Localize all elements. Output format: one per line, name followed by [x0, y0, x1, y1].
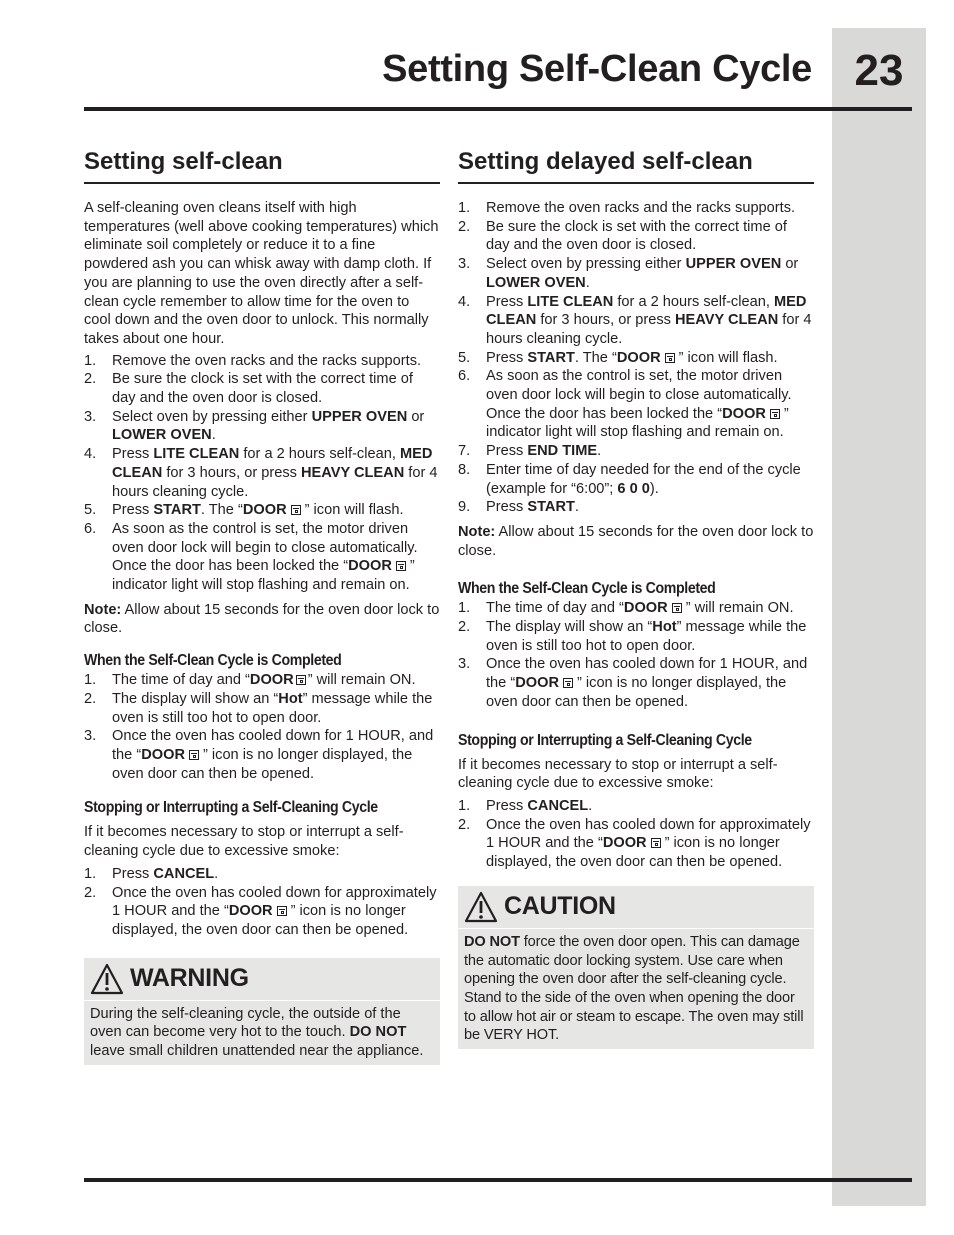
list-item: 1. Remove the oven racks and the racks supports. [84, 352, 422, 369]
list-item: 3. Select oven by pressing either UPPER OVEN or LOWER OVEN. [84, 408, 425, 444]
warning-triangle-icon [90, 963, 124, 995]
steps-list [458, 199, 814, 517]
intro-paragraph: A self-cleaning oven cleans itself with high temperatures (well above cooking temperatures) which eliminate soil completely or reduce it to a fine powdered ash you can whisk away with damp cloth. If you are planning to use the oven directly after a self-clean cycle remember to allow time for the oven to cool down and the oven door to unlock. This normally takes about one hour. [84, 200, 439, 347]
note: Note: Allow about 15 seconds for the oven door lock to close. [84, 601, 440, 637]
left-column [84, 148, 440, 1065]
stopping-list [84, 865, 440, 940]
subsection-heading: Stopping or Interrupting a Self-Cleaning Cycle [458, 731, 752, 749]
list-item: 1. Press CANCEL. [84, 865, 219, 882]
door-lock-icon [291, 505, 301, 515]
list-item: 1. The time of day and “DOOR ” will remain ON. [458, 600, 794, 617]
stopping-intro: If it becomes necessary to stop or interrupt a self-cleaning cycle due to excessive smoke: [84, 824, 404, 860]
list-item: 3. Once the oven has cooled down for 1 HOUR, and the “DOOR ” icon is no longer displayed, the oven door can then be opened. [458, 656, 808, 710]
stopping-intro: If it becomes necessary to stop or interrupt a self-cleaning cycle due to excessive smoke: [458, 756, 778, 792]
list-item: 2. Once the oven has cooled down for approximately 1 HOUR and the “DOOR ” icon is no longer displayed, the oven door can then be opened. [458, 816, 811, 871]
door-lock-icon [770, 409, 780, 419]
door-lock-icon [651, 838, 661, 848]
right-column [458, 148, 814, 1049]
door-lock-icon [396, 561, 406, 571]
list-item: 1. The time of day and “DOOR ” will remain ON. [84, 672, 416, 689]
bottom-rule [84, 1178, 912, 1182]
door-lock-icon [672, 603, 682, 613]
note: Note: Allow about 15 seconds for the oven door lock to close. [458, 523, 814, 559]
warning-text: During the self-cleaning cycle, the outside of the oven can become very hot to the touch. DO NOT leave small children unattended near the appliance. [90, 1005, 424, 1060]
door-lock-icon [296, 675, 306, 685]
list-item: 3. Once the oven has cooled down for 1 HOUR, and the “DOOR ” icon is no longer displayed, the oven door can then be opened. [84, 728, 434, 782]
list-item: 8. Enter time of day needed for the end of the cycle (example for “6:00”; 6 0 0). [458, 461, 801, 497]
page-title: Setting Self-Clean Cycle [382, 48, 812, 90]
list-item: 2. Be sure the clock is set with the correct time of day and the oven door is closed. [84, 371, 413, 407]
list-item: 2. Be sure the clock is set with the correct time of day and the oven door is closed. [458, 218, 787, 254]
door-lock-icon [189, 750, 199, 760]
list-item: 2. Once the oven has cooled down for approximately 1 HOUR and the “DOOR ” icon is no longer displayed, the oven door can then be opened. [84, 884, 437, 938]
list-item: 4. Press LITE CLEAN for a 2 hours self-clean, MED CLEAN for 3 hours, or press HEAVY CLEAN for 4 hours cleaning cycle. [458, 293, 812, 347]
warning-triangle-icon [464, 891, 498, 923]
list-item: 4. Press LITE CLEAN for a 2 hours self-clean, MED CLEAN for 3 hours, or press HEAVY CLEAN for 4 hours cleaning cycle. [84, 446, 438, 500]
completed-list [84, 671, 440, 783]
list-item: 5. Press START. The “DOOR ” icon will flash. [458, 349, 778, 366]
page-tab [832, 28, 926, 1206]
list-item: 6. As soon as the control is set, the motor driven oven door lock will begin to close automatically. Once the door has been locked the “DOOR ” indicator light will stop flashing and remain on. [458, 368, 792, 441]
warning-header [84, 958, 440, 1001]
list-item: 1. Press CANCEL. [458, 797, 593, 814]
list-item: 7. Press END TIME. [458, 443, 602, 460]
list-item: 9. Press START. [458, 499, 579, 516]
subsection-heading: When the Self-Clean Cycle is Completed [458, 580, 716, 598]
caution-box [458, 886, 814, 1049]
steps-list [84, 352, 440, 595]
list-item: 6. As soon as the control is set, the motor driven oven door lock will begin to close automatically. Once the door has been locked the “DOOR ” indicator light will stop flashing and remain on. [84, 520, 418, 594]
door-lock-icon [563, 678, 573, 688]
list-item: 5. Press START. The “DOOR ” icon will flash. [84, 502, 404, 519]
caution-header [458, 886, 814, 929]
list-item: 1. Remove the oven racks and the racks supports. [458, 200, 796, 216]
caution-text: DO NOT force the oven door open. This can damage the automatic door locking system. Use care when opening the oven door after the self-cleaning cycle. Stand to the side of the oven when opening the door to allow hot air or steam to escape. The oven may still be VERY HOT. [464, 933, 804, 1044]
caution-label: CAUTION [504, 892, 616, 921]
list-item: 2. The display will show an “Hot” message while the oven is still too hot to open door. [458, 619, 807, 654]
section-heading: Setting delayed self-clean [458, 148, 814, 184]
warning-label: WARNING [130, 964, 249, 993]
section-heading: Setting self-clean [84, 148, 440, 184]
completed-list [458, 599, 814, 711]
title-rule [84, 107, 912, 111]
subsection-heading: Stopping or Interrupting a Self-Cleaning Cycle [84, 799, 378, 817]
list-item: 2. The display will show an “Hot” message while the oven is still too hot to open door. [84, 690, 433, 726]
subsection-heading: When the Self-Clean Cycle is Completed [84, 652, 342, 670]
stopping-list [458, 797, 814, 872]
page-number: 23 [854, 46, 904, 95]
list-item: 3. Select oven by pressing either UPPER OVEN or LOWER OVEN. [458, 256, 799, 291]
warning-box [84, 958, 440, 1065]
door-lock-icon [665, 353, 675, 363]
door-lock-icon [277, 906, 287, 916]
